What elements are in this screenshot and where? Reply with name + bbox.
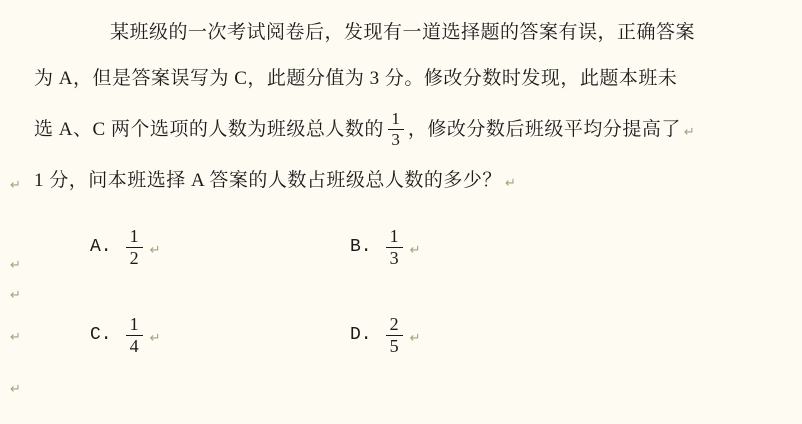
fraction-numerator: 1 [129,225,139,246]
option-b[interactable] [344,227,421,268]
fraction-numerator: 1 [129,313,139,334]
return-mark: ↵ [409,242,421,258]
return-mark: ↵ [149,242,161,258]
margin-return-mark: ↵ [10,178,21,193]
return-mark: ↵ [149,330,161,346]
fraction-denominator: 3 [391,129,401,149]
option-c-fraction [126,315,143,356]
fraction-one-third [388,110,404,149]
option-c-label: C. [90,325,112,345]
fraction-numerator: 1 [391,108,401,128]
option-a-label: A. [90,237,112,257]
question-line-3 [34,102,774,158]
margin-return-mark: ↵ [10,330,21,345]
option-c[interactable] [34,315,344,356]
fraction-numerator: 1 [389,225,399,246]
question-line-3-text-before: 选 A、C 两个选项的人数为班级总人数的 [34,119,384,140]
options-row-1 [34,218,774,276]
question-line-3-text-after: ，修改分数后班级平均分提高了 [407,119,681,140]
question-line-1 [34,10,774,56]
option-d[interactable] [344,315,421,356]
margin-return-mark: ↵ [10,258,21,273]
option-b-label: B. [350,237,372,257]
margin-return-mark: ↵ [10,382,21,397]
return-mark: ↵ [683,125,696,140]
question-line-2-text: 为 A，但是答案误写为 C，此题分值为 3 分。修改分数时发现，此题本班未 [34,68,678,89]
return-mark: ↵ [409,330,421,346]
question-line-4 [34,158,774,204]
question-body [34,10,774,204]
option-b-fraction [386,227,403,268]
question-line-2 [34,56,774,102]
fraction-numerator: 2 [389,313,399,334]
option-d-fraction [386,315,403,356]
return-mark: ↵ [504,176,517,191]
option-a-fraction [126,227,143,268]
fraction-denominator: 5 [389,335,399,356]
margin-return-mark: ↵ [10,288,21,303]
fraction-denominator: 4 [129,335,139,356]
option-d-label: D. [350,325,372,345]
question-line-1-text: 某班级的一次考试阅卷后，发现有一道选择题的答案有误，正确答案 [110,22,696,43]
fraction-denominator: 2 [129,247,139,268]
options-row-2 [34,306,774,364]
fraction-denominator: 3 [389,247,399,268]
option-a[interactable] [34,227,344,268]
question-line-4-text: 1 分，问本班选择 A 答案的人数占班级总人数的多少？ [34,170,502,191]
options-list [34,218,774,364]
